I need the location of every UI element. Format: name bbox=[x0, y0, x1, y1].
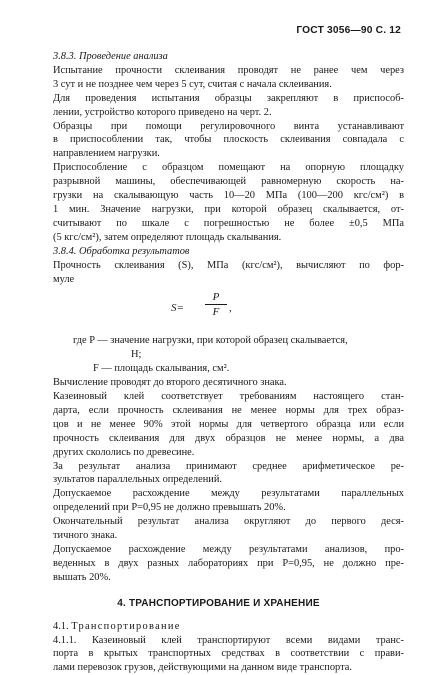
section-3-8-3-title: 3.8.3. Проведение анализа bbox=[53, 51, 168, 62]
paragraph-4-1-1: 4.1.1. Казеиновый клей транспортируют всеми видами транс- порта в крытых транспортных средствах в соответствии с прави- лами перевозок грузов, действующими на данном виде транспорта. bbox=[53, 634, 404, 674]
paragraph-calculation: Вычисление проводят до второго десятичного знака. bbox=[53, 377, 287, 389]
paragraph-casein-requirements: Казеиновый клей соответствует требованиям настоящего стан- дарта, если прочность склеивания не менее нормы для трех образ- цов и не менее 90% этой нормы для четвертого образца или если прочность склеивания для двух образцов не менее нормы, а два других скололись по древесине. bbox=[53, 391, 404, 458]
definition-p: где P — значение нагрузки, при которой образец скалывается, bbox=[73, 335, 348, 347]
subsection-4-1-heading bbox=[33, 620, 404, 634]
formula-definitions bbox=[33, 334, 404, 376]
formula-denominator: F bbox=[212, 306, 220, 319]
formula-lhs: S= bbox=[171, 302, 184, 315]
definition-p-unit: Н; bbox=[131, 349, 142, 361]
subsection-4-1-title: Транспортирование bbox=[71, 620, 181, 632]
paragraph-fixture: Для проведения испытания образцы закрепляют в приспособ- лении, устройство которого приведено на черт. 2. bbox=[53, 92, 404, 118]
paragraph-final-rounding: Окончательный результат анализа округляют до первого деся- тичного знака. bbox=[53, 516, 404, 542]
subsection-4-1-number: 4.1. bbox=[53, 620, 69, 632]
paragraph-device: Приспособление с образцом помещают на опорную площадку разрывной машины, обеспечивающей равномерную скорость на- грузки на скалывающую часть 10—20 МПа (100—200 кгс/см²) в 1 мин. Значение нагрузки, при которой образец скалывается, от- считывают по шкале с погрешностью не более ±0,5 МПа (5 кгс/см²), затем определяют площадь скалывания. bbox=[53, 162, 404, 243]
definition-f: F — площадь скалывания, см². bbox=[93, 363, 230, 375]
page-header: ГОСТ 3056—90 С. 12 bbox=[296, 25, 401, 36]
strength-formula bbox=[33, 290, 404, 328]
section-4-heading: 4. ТРАНСПОРТИРОВАНИЕ И ХРАНЕНИЕ bbox=[117, 597, 320, 609]
paragraph-formula-intro: Прочность склеивания (S), МПа (кгс/см²), вычисляют по фор- муле bbox=[53, 259, 404, 285]
document-body bbox=[33, 50, 404, 675]
formula-numerator: P bbox=[205, 290, 227, 305]
paragraph-samples: Образцы при помощи регулировочного винта устанавливают в приспособлении так, чтобы плоскость склеивания совпадала с направлением нагрузки. bbox=[53, 120, 404, 160]
section-3-8-4-title: 3.8.4. Обработка результатов bbox=[53, 245, 190, 257]
paragraph-allowed-deviation-parallel: Допускаемое расхождение между результатами параллельных определений при P=0,95 не должно превышать 20%. bbox=[53, 488, 404, 514]
formula-fraction bbox=[205, 290, 227, 319]
paragraph-allowed-deviation-labs: Допускаемое расхождение между результатами анализов, про- веденных в двух разных лабораториях при P=0,95, не должно пре- вышать 20%. bbox=[53, 544, 404, 583]
paragraph-test-timing: Испытание прочности склеивания проводят не ранее чем через 3 сут и не позднее чем через 5 сут, считая с начала склеивания. bbox=[53, 64, 404, 90]
paragraph-result: За результат анализа принимают среднее арифметическое ре- зультатов параллельных определений. bbox=[53, 460, 404, 486]
formula-comma: , bbox=[229, 302, 232, 315]
